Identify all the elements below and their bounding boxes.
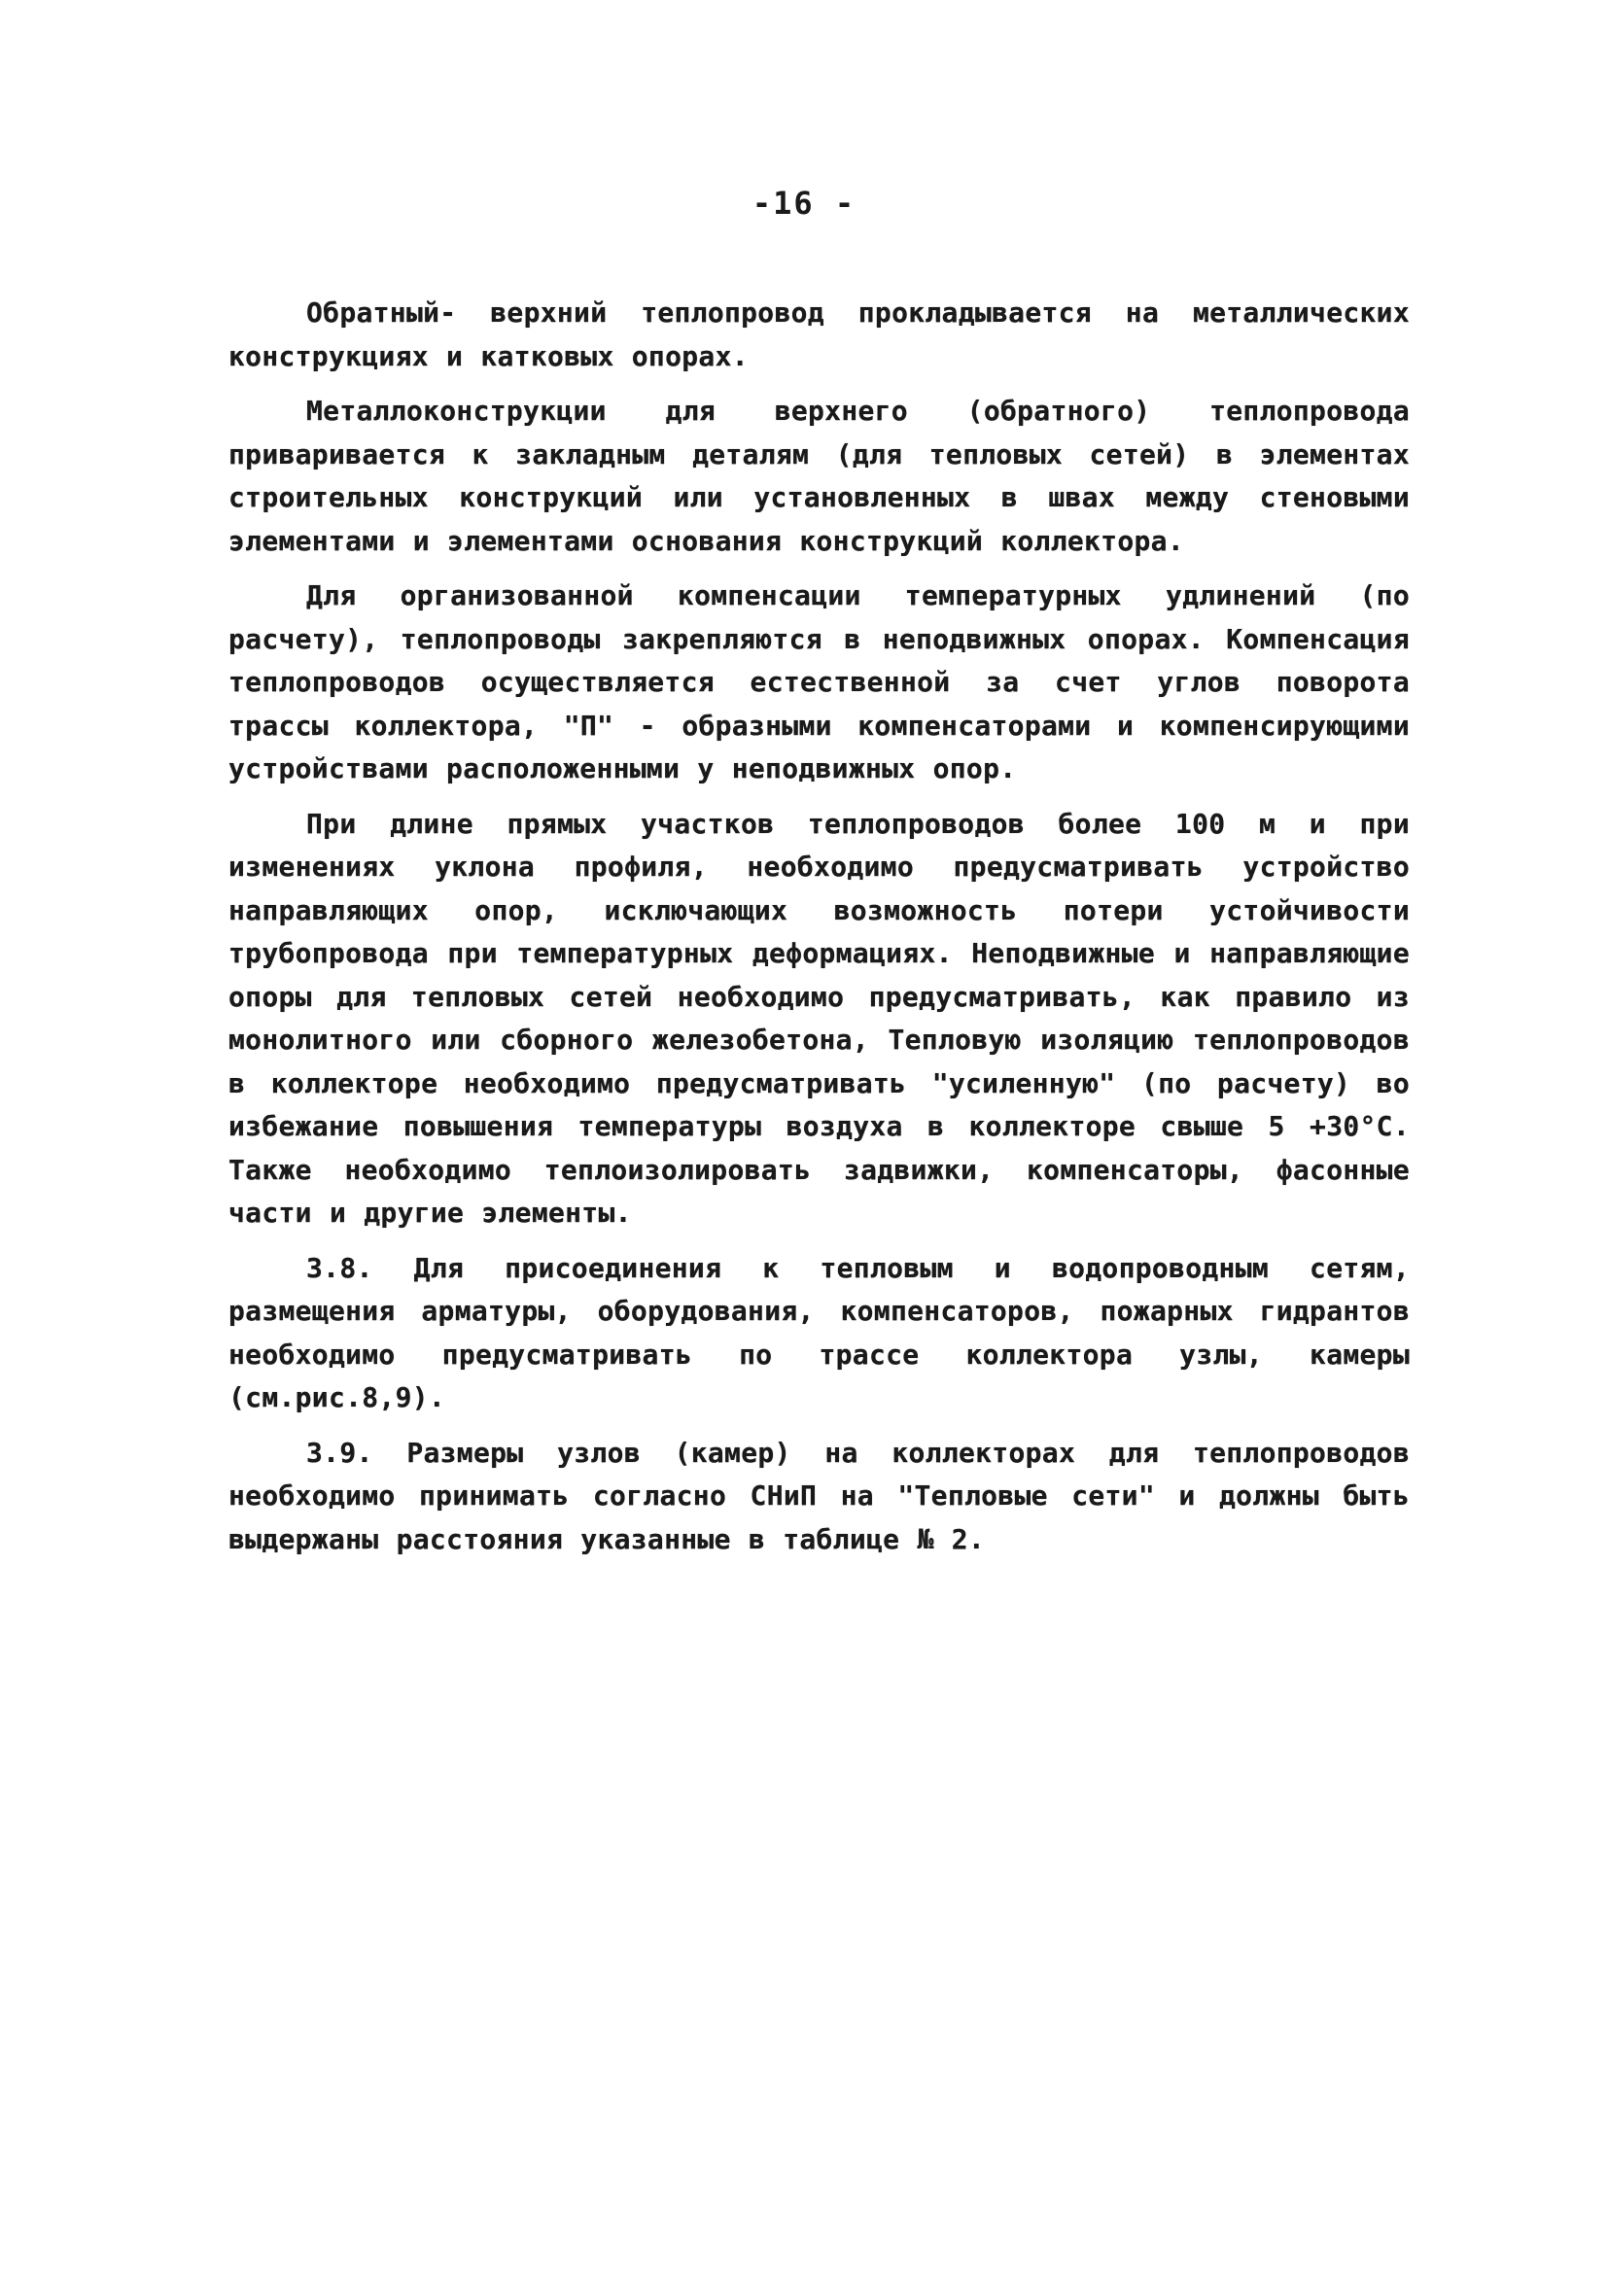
paragraph-compensation: Для организованной компенсации температурных удлинений (по расчету), теплопроводы закрепляются в неподвижных опорах. Компенсация теплопроводов осуществляется естественной за счет углов поворота трассы коллектора, "П" - образными компенсаторами и компенсирующими устройствами расположенными у неподвижных опор. bbox=[228, 579, 1410, 784]
body-text bbox=[228, 292, 1410, 1573]
page-number: -16 - bbox=[752, 185, 856, 222]
paragraph-guide-supports: При длине прямых участков теплопроводов более 100 м и при изменениях уклона профиля, необходимо предусматривать устройство направляющих опор, исключающих возможность потери устойчивости трубопровода при температурных деформациях. Неподвижные и направляющие опоры для тепловых сетей необходимо предусматривать, как правило из монолитного или сборного железобетона, Тепловую изоляцию теплопроводов в коллекторе необходимо предусматривать "усиленную" (по расчету) во избежание повышения температуры воздуха в коллекторе свыше 5 +30°С. Также необходимо теплоизолировать задвижки, компенсаторы, фасонные части и другие элементы. bbox=[228, 807, 1410, 1229]
paragraph-section-3-9: 3.9. Размеры узлов (камер) на коллекторах для теплопроводов необходимо принимать согласно СНиП на "Тепловые сети" и должны быть выдержаны расстояния указанные в таблице № 2. bbox=[228, 1436, 1410, 1555]
paragraph-metal-structures: Металлоконструкции для верхнего (обратного) теплопровода приваривается к закладным деталям (для тепловых сетей) в элементах строительных конструкций или установленных в швах между стеновыми элементами и элементами основания конструкций коллектора. bbox=[228, 395, 1410, 557]
paragraph-return-pipe: Обратный- верхний теплопровод прокладывается на металлических конструкциях и катковых опорах. bbox=[228, 296, 1410, 372]
paragraph-section-3-8: 3.8. Для присоединения к тепловым и водопроводным сетям, размещения арматуры, оборудования, компенсаторов, пожарных гидрантов необходимо предусматривать по трассе коллектора узлы, камеры (см.рис.8,9). bbox=[228, 1251, 1410, 1413]
